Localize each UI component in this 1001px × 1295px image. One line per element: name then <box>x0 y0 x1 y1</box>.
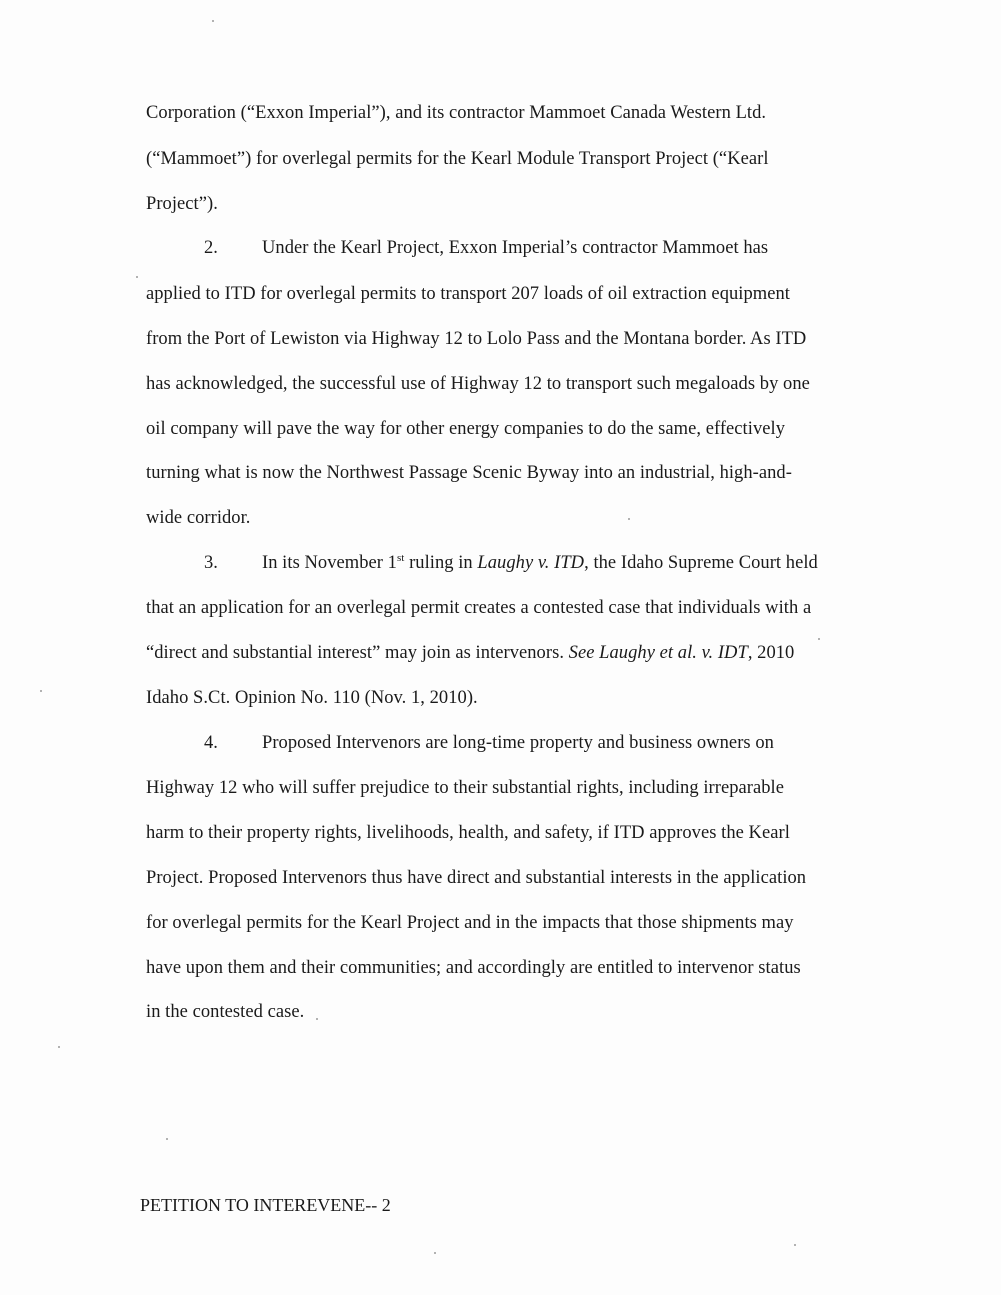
paragraph-3-line: Idaho S.Ct. Opinion No. 110 (Nov. 1, 2010). <box>146 688 478 708</box>
paragraph-4-line: for overlegal permits for the Kearl Project and in the impacts that those shipments may <box>146 913 794 933</box>
paragraph-2-line: oil company will pave the way for other energy companies to do the same, effectively <box>146 419 785 439</box>
paragraph-2-line: applied to ITD for overlegal permits to transport 207 loads of oil extraction equipment <box>146 284 790 304</box>
citation: See Laughy et al. v. IDT <box>568 643 748 663</box>
paragraph-2-line: wide corridor. <box>146 508 251 528</box>
paragraph-3-text: ruling in <box>404 553 478 573</box>
paragraph-3-line <box>146 642 794 664</box>
intro-line-3: Project”). <box>146 194 218 214</box>
paragraph-4-line: Highway 12 who will suffer prejudice to their substantial rights, including irreparable <box>146 778 784 798</box>
intro-line-2: (“Mammoet”) for overlegal permits for the Kearl Module Transport Project (“Kearl <box>146 149 769 169</box>
scan-speck <box>58 1046 60 1048</box>
ordinal-suffix: st <box>396 552 405 564</box>
scan-speck <box>212 20 214 22</box>
paragraph-4-line: harm to their property rights, livelihoods, health, and safety, if ITD approves the Kearl <box>146 823 790 843</box>
paragraph-4-line: Project. Proposed Intervenors thus have direct and substantial interests in the application <box>146 868 807 888</box>
paragraph-2-line: from the Port of Lewiston via Highway 12 to Lolo Pass and the Montana border. As ITD <box>146 329 807 349</box>
paragraph-4-line: in the contested case. <box>146 1002 305 1022</box>
paragraph-3-text: In its November 1 <box>262 553 397 573</box>
paragraph-4-line: have upon them and their communities; and accordingly are entitled to intervenor status <box>146 958 801 978</box>
paragraph-2-line: turning what is now the Northwest Passage Scenic Byway into an industrial, high-and- <box>146 463 792 483</box>
case-name: Laughy v. ITD <box>477 553 585 573</box>
page-footer: PETITION TO INTEREVENE-- 2 <box>140 1195 391 1215</box>
paragraph-3-line: that an application for an overlegal permit creates a contested case that individuals with a <box>146 598 812 618</box>
paragraph-4-first-line: Proposed Intervenors are long-time property and business owners on <box>262 733 774 753</box>
paragraph-3-text: , 2010 <box>747 643 795 663</box>
paragraph-3-text: , the Idaho Supreme Court held <box>584 553 818 573</box>
paragraph-4-number: 4. <box>204 733 218 753</box>
paragraph-2-number: 2. <box>204 238 218 258</box>
intro-line-1: Corporation (“Exxon Imperial”), and its contractor Mammoet Canada Western Ltd. <box>146 103 767 123</box>
scan-speck <box>628 518 630 520</box>
scan-speck <box>136 276 138 278</box>
scan-speck <box>40 690 42 692</box>
scan-speck <box>794 1244 796 1246</box>
scan-speck <box>316 1018 318 1020</box>
paragraph-3-number: 3. <box>204 553 218 573</box>
paragraph-3-text: “direct and substantial interest” may join as intervenors. <box>146 643 569 663</box>
paragraph-2-first-line: Under the Kearl Project, Exxon Imperial’s contractor Mammoet has <box>262 238 769 258</box>
paragraph-3-first-line <box>262 552 818 574</box>
paragraph-2-line: has acknowledged, the successful use of Highway 12 to transport such megaloads by one <box>146 374 810 394</box>
scan-speck <box>166 1138 168 1140</box>
scan-speck <box>818 638 820 640</box>
scan-speck <box>434 1252 436 1254</box>
